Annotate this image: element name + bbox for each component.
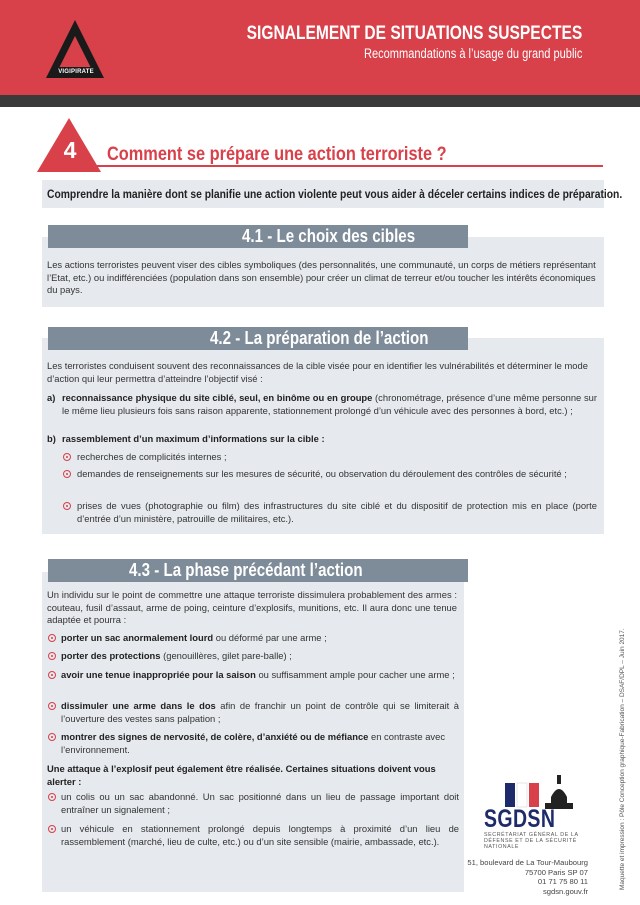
website-link[interactable]: sgdsn.gouv.fr bbox=[542, 886, 588, 896]
bullet-icon bbox=[48, 671, 56, 679]
bullet-icon bbox=[48, 733, 56, 741]
section-42-intro: Les terroristes conduisent souvent des reconnaissances de la cible visée pour en identifier les vulnérabilités et déterminer le mode d’action qui leur permettra d’atteindre l’objectif visé : bbox=[47, 360, 588, 384]
phone: 01 71 75 80 11 bbox=[537, 877, 588, 887]
bullet-icon bbox=[48, 793, 56, 801]
section-title: Comment se prépare une action terroriste ? bbox=[107, 144, 447, 165]
item-b-letter: b) bbox=[47, 433, 56, 444]
item-a-letter: a) bbox=[47, 392, 56, 403]
list-item: porter des protections (genouillères, gilet pare-balle) ; bbox=[61, 650, 292, 661]
bullet-icon bbox=[63, 470, 71, 478]
page-title: SIGNALEMENT DE SITUATIONS SUSPECTES bbox=[246, 23, 582, 44]
bullet-icon bbox=[48, 652, 56, 660]
sub-item: prises de vues (photographie ou film) des infrastructures du site ciblé et du dispositif de protection mis en place (porte d’entrée d’un ministère, patrouille de militaires, etc.). bbox=[77, 500, 597, 524]
section-number: 4 bbox=[63, 137, 77, 163]
bullet-icon bbox=[48, 634, 56, 642]
item-a: reconnaissance physique du site ciblé, seul, en binôme ou en groupe (chronométrage, présence d’une même personne sur le même lieu plusieurs fois sans raison apparente, stationnement prolongé d’un véhicule avec des personnes à bord, etc.) ; bbox=[62, 392, 597, 416]
alert-item: un véhicule en stationnement prolongé depuis longtemps à proximité d’un lieu de rassemblement (marché, lieu de culte, etc.) ou d’un site sensible (mairie, ambassade, etc.). bbox=[61, 823, 459, 847]
sub-item: demandes de renseignements sur les mesures de sécurité, ou observation du déroulement des contrôles de sécurité ; bbox=[77, 468, 567, 479]
header-dark-strip bbox=[0, 95, 640, 107]
address-line: 75700 Paris SP 07 bbox=[524, 867, 588, 877]
logo-label: VIGIPIRATE bbox=[58, 69, 94, 75]
section-41-title: 4.1 - Le choix des cibles bbox=[242, 226, 416, 246]
sub-item: recherches de complicités internes ; bbox=[77, 451, 227, 462]
section-43-title: 4.3 - La phase précédant l’action bbox=[129, 560, 363, 580]
intro-text: Comprendre la manière dont se planifie une action violente peut vous aider à déceler certains indices de préparation. bbox=[47, 187, 623, 201]
section-42-title: 4.2 - La préparation de l’action bbox=[210, 328, 429, 348]
bullet-icon bbox=[48, 702, 56, 710]
list-item: porter un sac anormalement lourd ou déformé par une arme ; bbox=[61, 632, 327, 643]
bullet-icon bbox=[63, 453, 71, 461]
address-block bbox=[438, 858, 588, 896]
sgdsn-name: SGDSN bbox=[484, 805, 556, 833]
dome-logo-icon bbox=[487, 775, 587, 809]
credits-vertical: Maquette et impression : Pôle Conception graphique-Fabrication – DSAF/DPL – Juin 2017. bbox=[619, 628, 626, 890]
bullet-icon bbox=[63, 502, 71, 510]
bullet-icon bbox=[48, 825, 56, 833]
list-item: montrer des signes de nervosité, de colère, d’anxiété ou de méfiance en contraste avec l’environnement. bbox=[61, 731, 446, 755]
section-underline bbox=[97, 165, 603, 167]
section-43-intro: Un individu sur le point de commettre une attaque terroriste dissimulera probablement des armes : couteau, fusil d’assaut, arme de poing, ceinture d’explosifs, munitions, etc. Il aura donc une tenue adaptée et pourra : bbox=[47, 589, 457, 626]
alert-heading: Une attaque à l’explosif peut également être réalisée. Certaines situations doivent vous alerter : bbox=[47, 763, 436, 787]
list-item: dissimuler une arme dans le dos afin de franchir un point de contrôle qui se limiterait à l’ouverture des vestes sans palpation ; bbox=[61, 700, 459, 724]
address-line: 51, boulevard de La Tour-Maubourg bbox=[467, 858, 588, 867]
item-b: rassemblement d’un maximum d’informations sur la cible : bbox=[62, 433, 325, 444]
section-41-text: Les actions terroristes peuvent viser des cibles symboliques (des personnalités, une communauté, un corps de métiers représentant l’Etat, etc.) ou indifférenciées (population dans son ensemble) pour créer un climat de terreur et/ou toucher les intérêts économiques du pays. bbox=[47, 259, 596, 296]
sgdsn-fullname: SECRÉTARIAT GÉNÉRAL DE LA DÉFENSE ET DE LA SÉCURITÉ NATIONALE bbox=[484, 832, 579, 851]
list-item: avoir une tenue inappropriée pour la saison ou suffisamment ample pour cacher une arme ; bbox=[61, 669, 455, 680]
alert-item: un colis ou un sac abandonné. Un sac positionné dans un lieu de passage important doit entraîner un signalement ; bbox=[61, 791, 459, 815]
page-subtitle: Recommandations à l’usage du grand public bbox=[363, 46, 582, 61]
